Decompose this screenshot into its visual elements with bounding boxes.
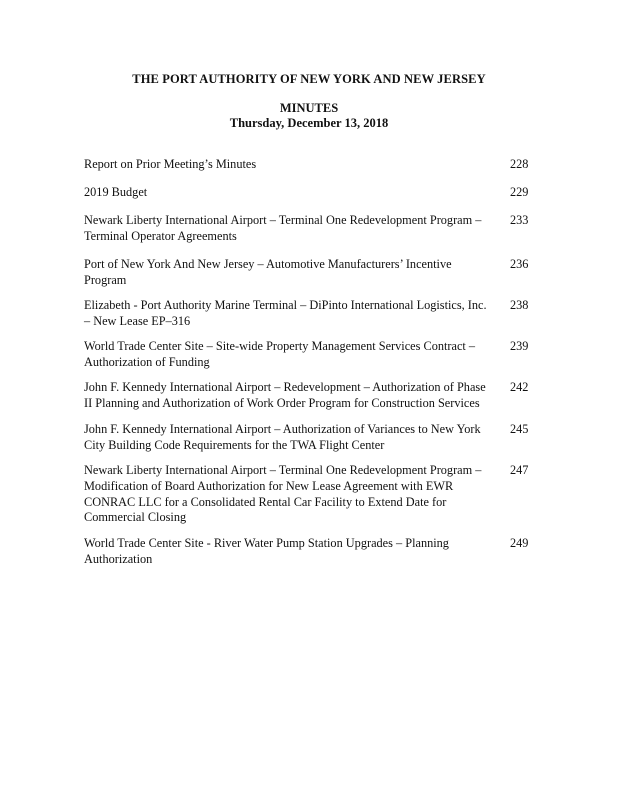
toc-entry-title: John F. Kennedy International Airport – Authorization of Variances to New York City Building Code Requirements for the TWA Flight Center (84, 422, 481, 452)
toc-entry-title: 2019 Budget (84, 185, 148, 199)
toc-entry-page: 236 (510, 257, 529, 271)
toc-entry-page: 249 (510, 536, 529, 550)
meeting-date: Thursday, December 13, 2018 (229, 116, 389, 130)
toc-entry-title: World Trade Center Site – Site-wide Property Management Services Contract – Authorization of Funding (84, 339, 476, 369)
toc-entry-title: Report on Prior Meeting’s Minutes (84, 157, 257, 171)
toc-entry-title: Newark Liberty International Airport – Terminal One Redevelopment Program – Modification of Board Authorization for New Lease Agreement with EWR CONRAC LLC for a Consolidated Rental Car Facility to Extend Date for Commercial Closing (84, 463, 482, 525)
toc-entry-title: Elizabeth - Port Authority Marine Terminal – DiPinto International Logistics, Inc. – New Lease EP–316 (84, 298, 487, 328)
toc-entry-page: 247 (510, 463, 529, 477)
toc-entry-page: 228 (510, 157, 529, 171)
toc-entry-title: World Trade Center Site - River Water Pump Station Upgrades – Planning Authorization (84, 536, 449, 566)
toc-entry-title: Newark Liberty International Airport – Terminal One Redevelopment Program – Terminal Operator Agreements (84, 213, 482, 243)
toc-entry-title: Port of New York And New Jersey – Automotive Manufacturers’ Incentive Program (84, 257, 452, 287)
toc-entry-page: 238 (510, 298, 529, 312)
toc-entry-title: John F. Kennedy International Airport – Redevelopment – Authorization of Phase II Planning and Authorization of Work Order Program for Construction Services (84, 380, 486, 410)
toc-entry-page: 245 (510, 422, 529, 436)
toc-entry-page: 242 (510, 380, 529, 394)
organization-title: THE PORT AUTHORITY OF NEW YORK AND NEW JERSEY (132, 72, 486, 86)
toc-entry-page: 233 (510, 213, 529, 227)
toc-entry-page: 229 (510, 185, 529, 199)
toc-entry-page: 239 (510, 339, 529, 353)
document-title: MINUTES (279, 101, 339, 115)
